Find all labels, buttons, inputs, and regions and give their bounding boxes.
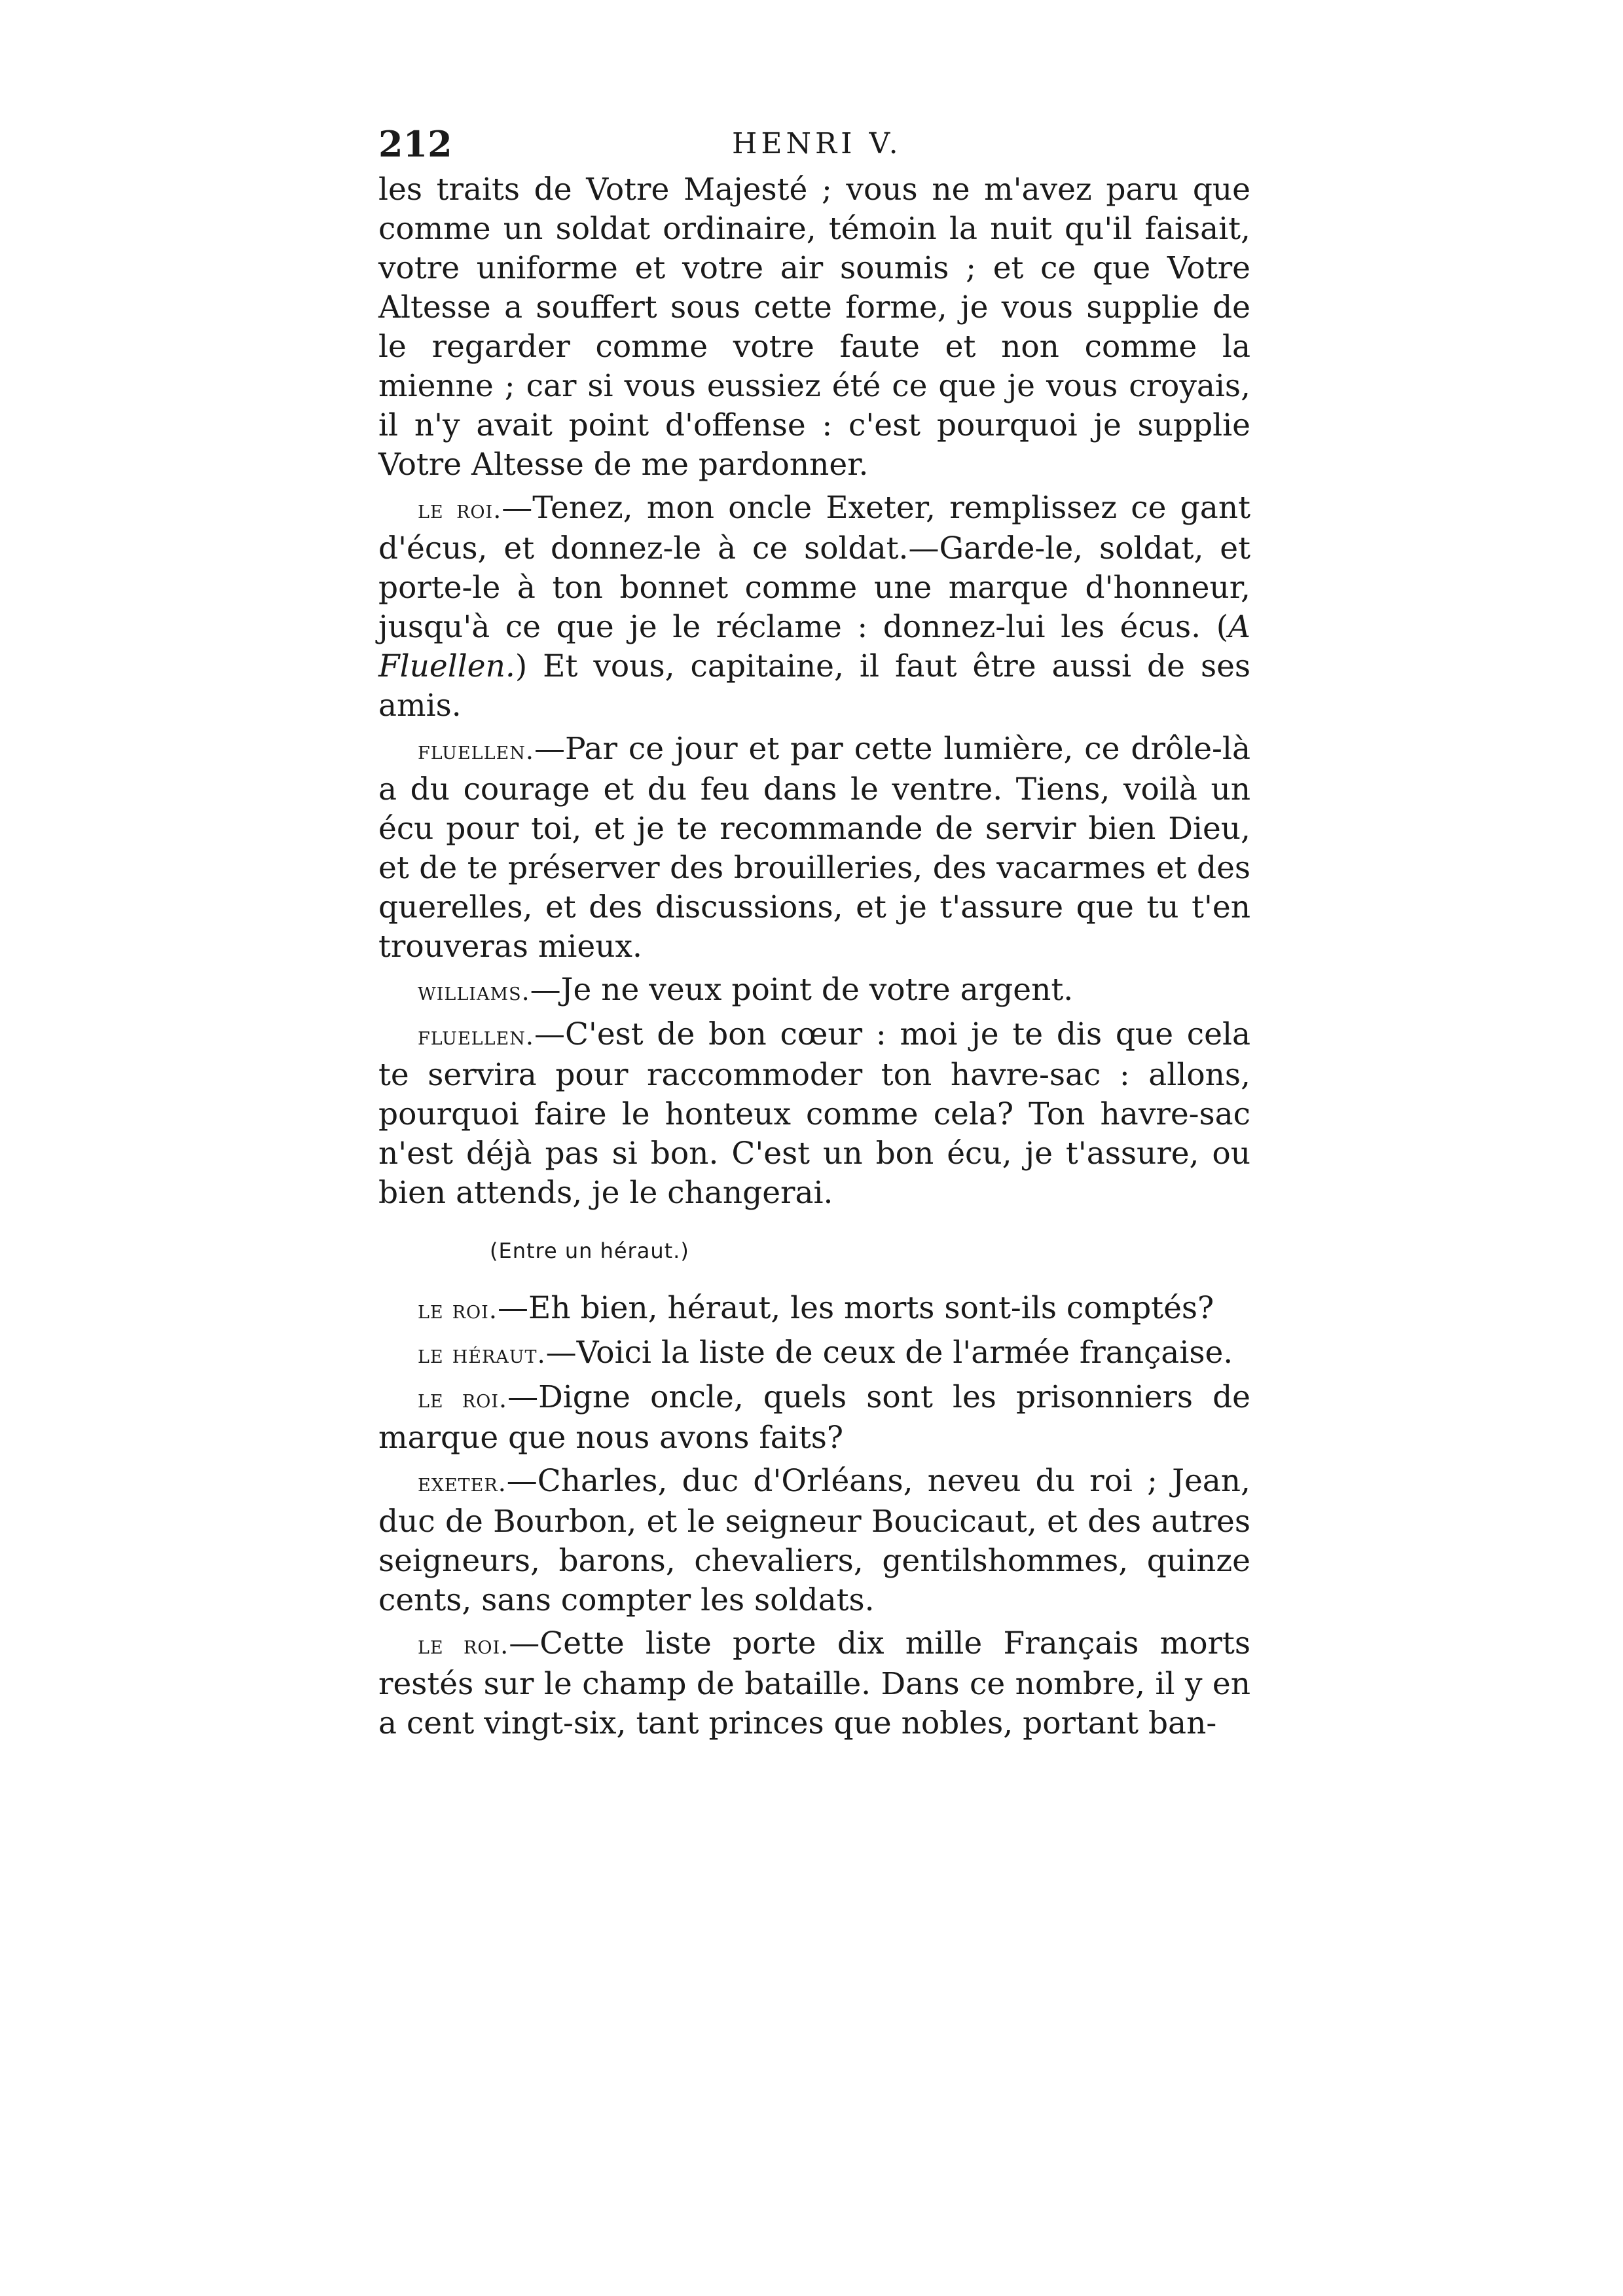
- speech-text: —Je ne veux point de votre argent.: [530, 972, 1074, 1008]
- speech-le-roi-1: [378, 489, 1250, 726]
- speech-text: —Charles, duc d'Orléans, neveu du roi ; Jean, duc de Bourbon, et le seigneur Boucicaut, et des autres seigneurs, barons, chevaliers, gentilshommes, quinze cents, sans compter les soldats.: [378, 1463, 1250, 1618]
- speaker-label: le roi.: [418, 1631, 509, 1659]
- speech-williams: [378, 971, 1250, 1011]
- speaker-label: fluellen.: [418, 1022, 534, 1050]
- speaker-label: le roi.: [418, 1295, 498, 1324]
- stage-direction: [490, 1234, 1250, 1268]
- speaker-label: exeter.: [418, 1468, 507, 1497]
- speech-text: —Digne oncle, quels sont les prisonniers de marque que nous avons faits?: [378, 1379, 1250, 1456]
- stage-aside: A Fluellen.: [378, 609, 1250, 684]
- book-page: [378, 111, 1250, 1743]
- speaker-label: le roi.: [418, 1384, 508, 1413]
- speech-le-roi-2: [378, 1289, 1250, 1329]
- speech-text: —Cette liste porte dix mille Français morts restés sur le champ de bataille. Dans ce nombre, il y en a cent vingt-six, tant princes que nobles, portant ban-: [378, 1625, 1250, 1741]
- speech-exeter: [378, 1462, 1250, 1620]
- speaker-label: le héraut.: [418, 1340, 546, 1369]
- speech-le-heraut: [378, 1333, 1250, 1374]
- speech-fluellen-2: [378, 1015, 1250, 1213]
- speaker-label: fluellen.: [418, 736, 534, 765]
- paragraph-continuation: [378, 170, 1250, 485]
- page-header: [378, 111, 1250, 170]
- speech-text: —Eh bien, héraut, les morts sont-ils comptés?: [497, 1290, 1214, 1326]
- speech-text-continued: ) Et vous, capitaine, il faut être aussi de ses amis.: [378, 648, 1250, 724]
- running-title: HENRI V.: [732, 127, 902, 160]
- speech-text: —Tenez, mon oncle Exeter, remplissez ce gant d'écus, et donnez-le à ce soldat.—Garde-le, soldat, et porte-le à ton bonnet comme une marque d'honneur, jusqu'à ce que je le réclame : donnez-lui les écus. (: [378, 490, 1250, 645]
- speech-text: —C'est de bon cœur : moi je te dis que cela te servira pour raccommoder ton havre-sac : allons, pourquoi faire le honteux comme cela? Ton havre-sac n'est déjà pas si bon. C'est un bon écu, je t'assure, ou bien attends, je le changerai.: [378, 1016, 1250, 1211]
- speech-text: —Par ce jour et par cette lumière, ce drôle-là a du courage et du feu dans le ventre. Tiens, voilà un écu pour toi, et je te recommande de servir bien Dieu, et de te préserver des brouilleries, des vacarmes et des querelles, et des discussions, et je t'assure que tu t'en trouveras mieux.: [378, 731, 1250, 965]
- speech-text: —Voici la liste de ceux de l'armée française.: [545, 1335, 1233, 1371]
- speaker-label: williams.: [418, 977, 530, 1006]
- speaker-label: le roi.: [418, 495, 502, 524]
- speech-fluellen-1: [378, 730, 1250, 967]
- speech-le-roi-3: [378, 1378, 1250, 1458]
- paragraph-text: les traits de Votre Majesté ; vous ne m'avez paru que comme un soldat ordinaire, témoin la nuit qu'il faisait, votre uniforme et votre air soumis ; et ce que Votre Altesse a souffert sous cette forme, je vous supplie de le regarder comme votre faute et non comme la mienne ; car si vous eussiez été ce que je vous croyais, il n'y avait point d'offense : c'est pourquoi je supplie Votre Altesse de me pardonner.: [378, 172, 1250, 483]
- speech-le-roi-4: [378, 1624, 1250, 1743]
- stage-direction-text: (Entre un héraut.): [490, 1238, 689, 1263]
- page-number: 212: [378, 123, 452, 165]
